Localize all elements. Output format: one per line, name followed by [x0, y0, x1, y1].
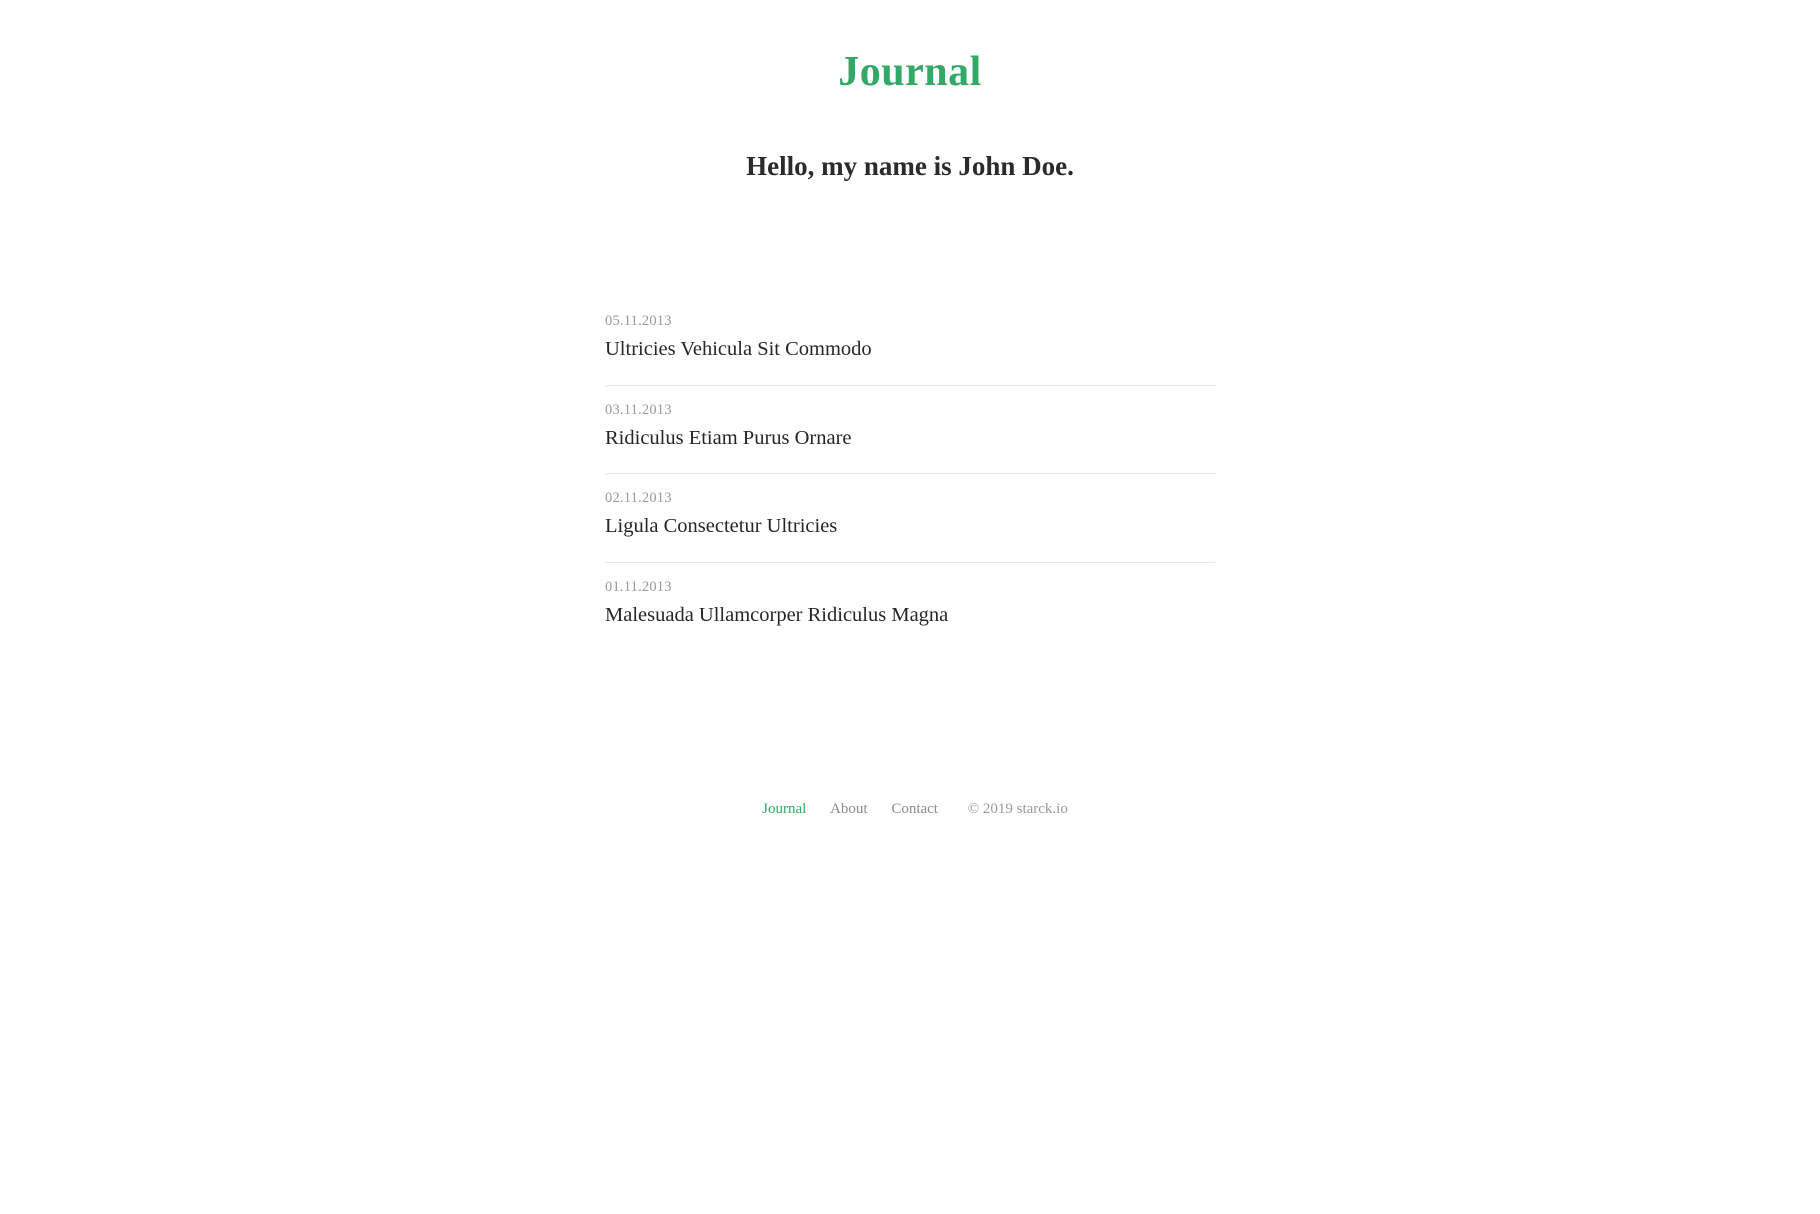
post-date: 05.11.2013: [605, 313, 672, 329]
footer-nav: [752, 801, 1068, 818]
site-footer: [0, 800, 1820, 818]
footer-link-journal[interactable]: Journal: [762, 801, 807, 817]
post-list: [605, 182, 1215, 651]
post-date: 02.11.2013: [605, 490, 672, 507]
list-item[interactable]: [605, 563, 1215, 651]
footer-link-about[interactable]: About: [830, 801, 868, 817]
post-title-link[interactable]: Malesuada Ullamcorper Ridiculus Magna: [605, 603, 949, 626]
intro-heading: Hello, my name is John Doe.: [746, 151, 1074, 181]
list-item[interactable]: [605, 474, 1215, 563]
post-title-link[interactable]: Ridiculus Etiam Purus Ornare: [605, 426, 852, 449]
post-title-link[interactable]: Ultricies Vehicula Sit Commodo: [605, 338, 872, 360]
post-title[interactable]: [605, 425, 1215, 452]
post-inner: [605, 474, 1215, 562]
site-title: Journal: [838, 49, 982, 95]
footer-copyright: © 2019 starck.io: [967, 801, 1068, 817]
post-title[interactable]: [605, 513, 1215, 540]
post-date: 03.11.2013: [605, 401, 672, 418]
post-inner: [605, 563, 1215, 651]
list-item[interactable]: [605, 386, 1215, 475]
post-title[interactable]: [605, 336, 1215, 363]
post-date: 01.11.2013: [605, 578, 672, 595]
post-title-link[interactable]: Ligula Consectetur Ultricies: [605, 515, 838, 538]
footer-link-contact[interactable]: Contact: [891, 801, 938, 817]
post-inner: [605, 386, 1215, 474]
post-title[interactable]: [605, 602, 1215, 629]
list-item[interactable]: [605, 297, 1215, 386]
post-inner: [605, 297, 1215, 385]
